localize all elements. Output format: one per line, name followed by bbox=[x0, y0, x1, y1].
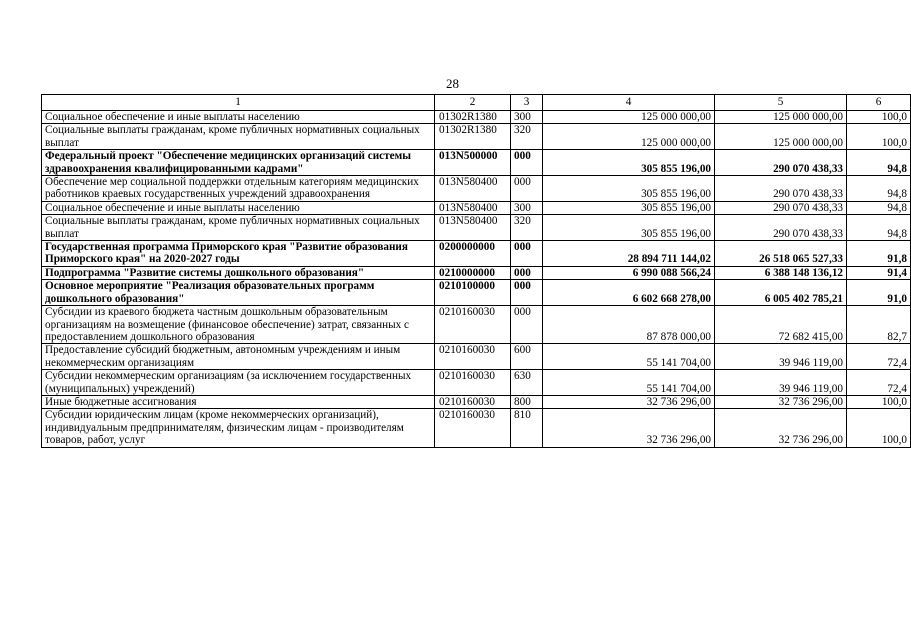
row-pct: 94,8 bbox=[847, 201, 911, 214]
row-fact: 125 000 000,00 bbox=[715, 111, 847, 124]
row-code: 013N580400 bbox=[435, 176, 511, 202]
table-row bbox=[42, 124, 911, 150]
row-pct: 82,7 bbox=[847, 306, 911, 344]
table-row bbox=[42, 150, 911, 176]
row-fact: 26 518 065 527,33 bbox=[715, 241, 847, 267]
row-fact: 290 070 438,33 bbox=[715, 176, 847, 202]
header-col-2: 2 bbox=[435, 95, 511, 111]
row-plan: 55 141 704,00 bbox=[543, 370, 715, 396]
row-code: 013N580400 bbox=[435, 215, 511, 241]
row-code: 0210160030 bbox=[435, 370, 511, 396]
row-pct: 100,0 bbox=[847, 409, 911, 447]
row-name: Социальное обеспечение и иные выплаты населению bbox=[42, 201, 435, 214]
row-pct: 91,8 bbox=[847, 241, 911, 267]
row-code: 013N580400 bbox=[435, 201, 511, 214]
row-fact: 6 388 148 136,12 bbox=[715, 266, 847, 279]
row-code: 01302R1380 bbox=[435, 124, 511, 150]
row-name: Федеральный проект "Обеспечение медицинских организаций системы здравоохранения квалифицированными кадрами" bbox=[42, 150, 435, 176]
row-name: Социальные выплаты гражданам, кроме публичных нормативных социальных выплат bbox=[42, 124, 435, 150]
row-fact: 125 000 000,00 bbox=[715, 124, 847, 150]
row-code: 013N500000 bbox=[435, 150, 511, 176]
row-vr: 800 bbox=[511, 395, 543, 408]
row-code: 0200000000 bbox=[435, 241, 511, 267]
header-col-4: 4 bbox=[543, 95, 715, 111]
table-row bbox=[42, 344, 911, 370]
row-vr: 630 bbox=[511, 370, 543, 396]
table-row bbox=[42, 370, 911, 396]
row-plan: 55 141 704,00 bbox=[543, 344, 715, 370]
table-row bbox=[42, 241, 911, 267]
table-row bbox=[42, 306, 911, 344]
row-fact: 39 946 119,00 bbox=[715, 344, 847, 370]
row-vr: 000 bbox=[511, 150, 543, 176]
row-code: 0210100000 bbox=[435, 280, 511, 306]
row-pct: 91,0 bbox=[847, 280, 911, 306]
row-code: 0210160030 bbox=[435, 409, 511, 447]
row-fact: 32 736 296,00 bbox=[715, 395, 847, 408]
row-plan: 305 855 196,00 bbox=[543, 215, 715, 241]
row-vr: 600 bbox=[511, 344, 543, 370]
row-name: Субсидии из краевого бюджета частным дошкольным образовательным организациям на возмещение (финансовое обеспечение) затрат, связанных с предоставлением дошкольного образования bbox=[42, 306, 435, 344]
row-name: Подпрограмма "Развитие системы дошкольного образования" bbox=[42, 266, 435, 279]
row-vr: 000 bbox=[511, 266, 543, 279]
row-vr: 000 bbox=[511, 176, 543, 202]
row-name: Обеспечение мер социальной поддержки отдельным категориям медицинских работников краевых государственных учреждений здравоохранения bbox=[42, 176, 435, 202]
row-vr: 300 bbox=[511, 111, 543, 124]
row-pct: 100,0 bbox=[847, 111, 911, 124]
row-fact: 39 946 119,00 bbox=[715, 370, 847, 396]
header-col-1: 1 bbox=[42, 95, 435, 111]
row-pct: 94,8 bbox=[847, 176, 911, 202]
row-vr: 000 bbox=[511, 241, 543, 267]
row-pct: 94,8 bbox=[847, 150, 911, 176]
row-fact: 32 736 296,00 bbox=[715, 409, 847, 447]
table-row bbox=[42, 215, 911, 241]
row-vr: 320 bbox=[511, 215, 543, 241]
table-row bbox=[42, 176, 911, 202]
row-vr: 000 bbox=[511, 306, 543, 344]
row-vr: 320 bbox=[511, 124, 543, 150]
row-pct: 72,4 bbox=[847, 344, 911, 370]
row-name: Социальные выплаты гражданам, кроме публичных нормативных социальных выплат bbox=[42, 215, 435, 241]
row-plan: 125 000 000,00 bbox=[543, 124, 715, 150]
row-name: Предоставление субсидий бюджетным, автономным учреждениям и иным некоммерческим организациям bbox=[42, 344, 435, 370]
row-pct: 91,4 bbox=[847, 266, 911, 279]
budget-table bbox=[41, 94, 911, 448]
row-name: Основное мероприятие "Реализация образовательных программ дошкольного образования" bbox=[42, 280, 435, 306]
row-name: Субсидии некоммерческим организациям (за исключением государственных (муниципальных) учреждений) bbox=[42, 370, 435, 396]
row-pct: 94,8 bbox=[847, 215, 911, 241]
page-number: 28 bbox=[446, 76, 459, 91]
row-vr: 300 bbox=[511, 201, 543, 214]
row-plan: 6 990 088 566,24 bbox=[543, 266, 715, 279]
table-row bbox=[42, 201, 911, 214]
row-plan: 125 000 000,00 bbox=[543, 111, 715, 124]
row-fact: 290 070 438,33 bbox=[715, 215, 847, 241]
table-row bbox=[42, 266, 911, 279]
row-pct: 100,0 bbox=[847, 395, 911, 408]
row-fact: 290 070 438,33 bbox=[715, 201, 847, 214]
row-plan: 6 602 668 278,00 bbox=[543, 280, 715, 306]
row-pct: 72,4 bbox=[847, 370, 911, 396]
row-plan: 32 736 296,00 bbox=[543, 409, 715, 447]
row-vr: 000 bbox=[511, 280, 543, 306]
table-row bbox=[42, 111, 911, 124]
row-plan: 32 736 296,00 bbox=[543, 395, 715, 408]
row-plan: 305 855 196,00 bbox=[543, 150, 715, 176]
row-name: Социальное обеспечение и иные выплаты населению bbox=[42, 111, 435, 124]
table-row bbox=[42, 280, 911, 306]
row-name: Субсидии юридическим лицам (кроме некоммерческих организаций), индивидуальным предпринимателям, физическим лицам - производителям товаров, работ, услуг bbox=[42, 409, 435, 447]
header-col-3: 3 bbox=[511, 95, 543, 111]
row-fact: 290 070 438,33 bbox=[715, 150, 847, 176]
table-header-row bbox=[42, 95, 911, 111]
row-code: 0210160030 bbox=[435, 344, 511, 370]
row-code: 01302R1380 bbox=[435, 111, 511, 124]
table-row bbox=[42, 395, 911, 408]
row-code: 0210160030 bbox=[435, 395, 511, 408]
row-plan: 305 855 196,00 bbox=[543, 176, 715, 202]
row-fact: 72 682 415,00 bbox=[715, 306, 847, 344]
row-vr: 810 bbox=[511, 409, 543, 447]
table-row bbox=[42, 409, 911, 447]
row-name: Иные бюджетные ассигнования bbox=[42, 395, 435, 408]
row-code: 0210160030 bbox=[435, 306, 511, 344]
header-col-6: 6 bbox=[847, 95, 911, 111]
row-code: 0210000000 bbox=[435, 266, 511, 279]
header-col-5: 5 bbox=[715, 95, 847, 111]
row-plan: 305 855 196,00 bbox=[543, 201, 715, 214]
row-pct: 100,0 bbox=[847, 124, 911, 150]
row-plan: 28 894 711 144,02 bbox=[543, 241, 715, 267]
row-plan: 87 878 000,00 bbox=[543, 306, 715, 344]
row-fact: 6 005 402 785,21 bbox=[715, 280, 847, 306]
row-name: Государственная программа Приморского края "Развитие образования Приморского края" на 2020-2027 годы bbox=[42, 241, 435, 267]
